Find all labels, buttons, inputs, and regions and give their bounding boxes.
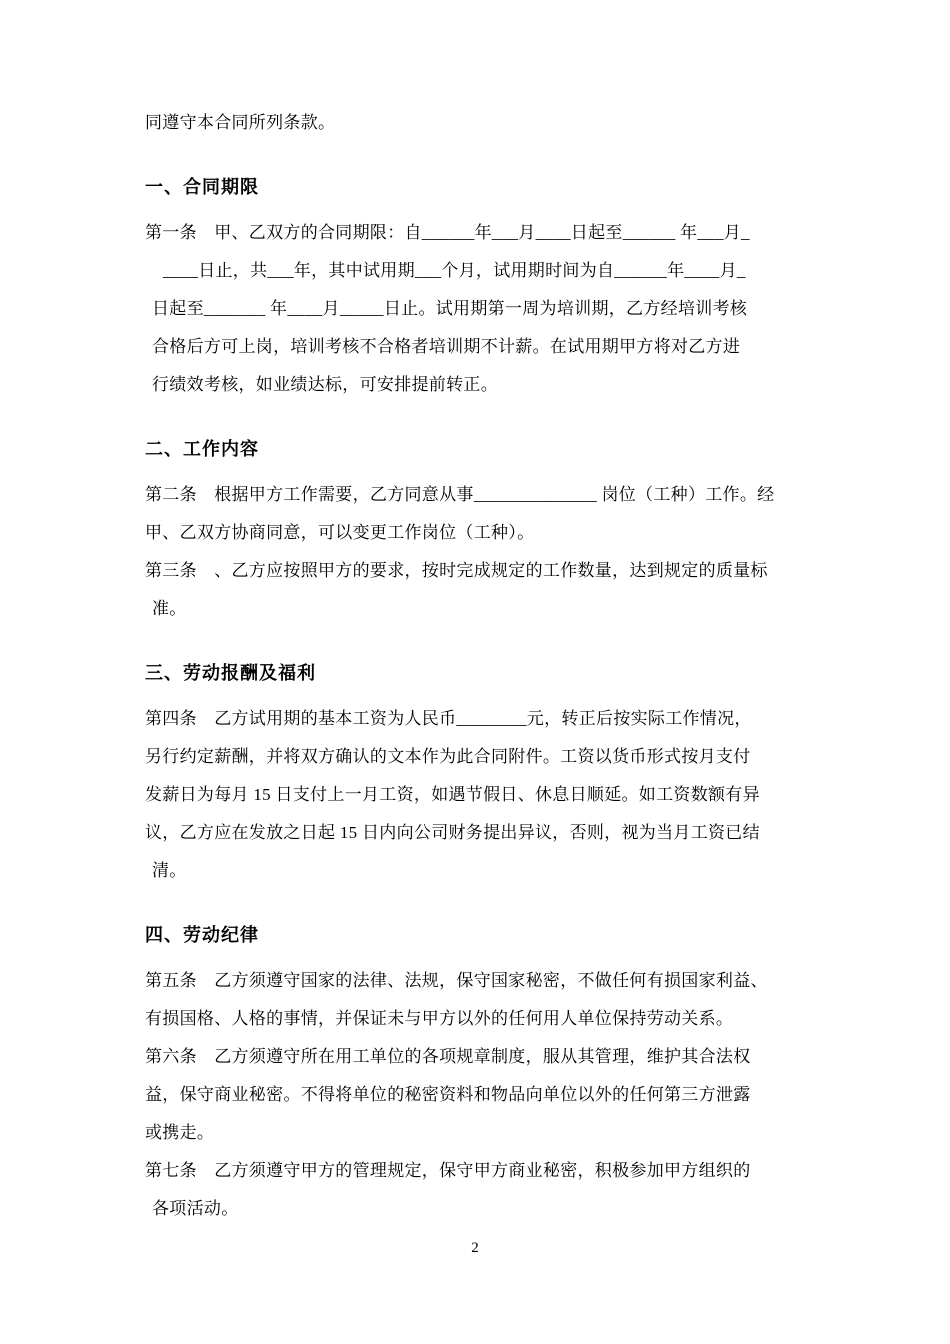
paragraph-line: 第二条 根据甲方工作需要，乙方同意从事______________ 岗位（工种）工作。经	[145, 485, 775, 504]
paragraph-line: 各项活动。	[152, 1199, 239, 1218]
paragraph-line: 第四条 乙方试用期的基本工资为人民币________元，转正后按实际工作情况，	[145, 709, 752, 728]
paragraph-line: ____日止，共___年，其中试用期___个月，试用期时间为自______年____月_	[163, 261, 746, 280]
paragraph-line: 另行约定薪酬，并将双方确认的文本作为此合同附件。工资以货币形式按月支付	[145, 747, 751, 766]
paragraph-line: 准。	[152, 599, 187, 618]
document-content	[145, 104, 823, 1228]
section-heading: 四、劳动纪律	[145, 925, 259, 945]
section-heading: 一、合同期限	[145, 177, 259, 197]
paragraph-line: 发薪日为每月 15 日支付上一月工资，如遇节假日、休息日顺延。如工资数额有异	[145, 785, 760, 804]
section-heading: 三、劳动报酬及福利	[145, 663, 316, 683]
paragraph-line: 行绩效考核，如业绩达标，可安排提前转正。	[152, 375, 498, 394]
paragraph-line: 第一条 甲、乙双方的合同期限：自______年___月____日起至______ 年___月_	[145, 223, 750, 242]
section-labor-discipline	[145, 916, 823, 1228]
paragraph-line: 第五条 乙方须遵守国家的法律、法规，保守国家秘密，不做任何有损国家利益、	[145, 971, 768, 990]
paragraph-line: 议，乙方应在发放之日起 15 日内向公司财务提出异议，否则，视为当月工资已结	[145, 823, 760, 842]
paragraph-line: 日起至_______ 年____月_____日止。试用期第一周为培训期，乙方经培训考核	[152, 299, 748, 318]
section-work-content	[145, 430, 823, 628]
intro-line: 同遵守本合同所列条款。	[145, 113, 336, 132]
section-heading: 二、工作内容	[145, 439, 259, 459]
paragraph-line: 有损国格、人格的事情，并保证未与甲方以外的任何用人单位保持劳动关系。	[145, 1009, 734, 1028]
paragraph-line: 合格后方可上岗，培训考核不合格者培训期不计薪。在试用期甲方将对乙方进	[152, 337, 741, 356]
page-number: 2	[471, 1240, 479, 1256]
paragraph-line: 益，保守商业秘密。不得将单位的秘密资料和物品向单位以外的任何第三方泄露	[145, 1085, 751, 1104]
section-contract-term	[145, 168, 823, 404]
section-salary-welfare	[145, 654, 823, 890]
paragraph-line: 第七条 乙方须遵守甲方的管理规定，保守甲方商业秘密，积极参加甲方组织的	[145, 1161, 751, 1180]
paragraph-line: 第六条 乙方须遵守所在用工单位的各项规章制度，服从其管理，维护其合法权	[145, 1047, 751, 1066]
paragraph-line: 第三条 、乙方应按照甲方的要求，按时完成规定的工作数量，达到规定的质量标	[145, 561, 768, 580]
paragraph-line: 甲、乙双方协商同意，可以变更工作岗位（工种）。	[145, 523, 535, 542]
paragraph-line: 或携走。	[145, 1123, 215, 1142]
paragraph-line: 清。	[152, 861, 187, 880]
